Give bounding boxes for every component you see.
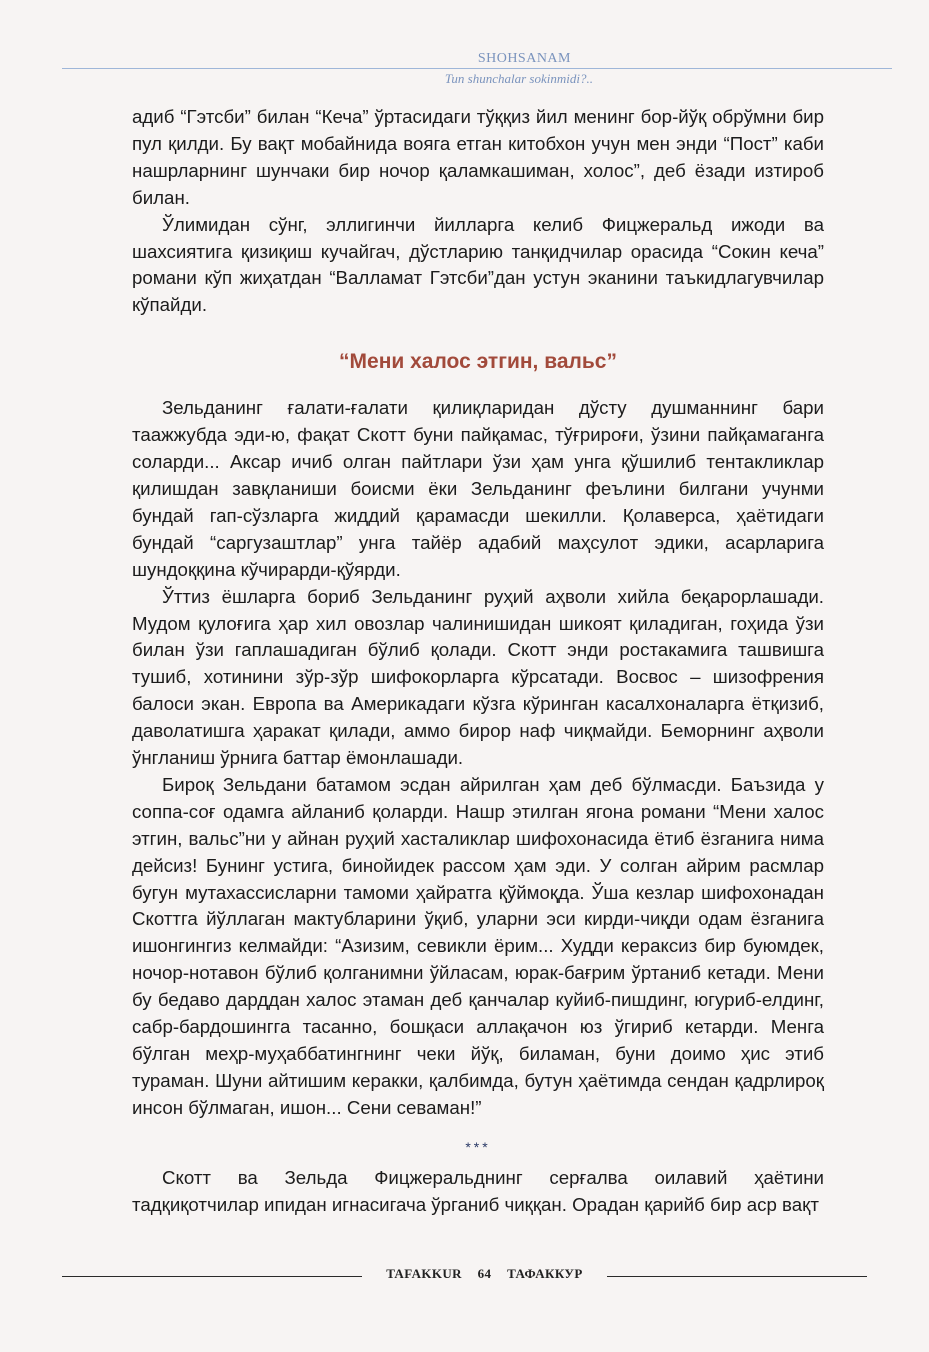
footer-journal-cyrillic: ТАФАККУР	[507, 1266, 583, 1281]
header-author: SHOHSANAM	[477, 51, 571, 66]
header-rule	[62, 68, 892, 69]
running-footer	[0, 1262, 929, 1292]
footer-journal-latin: TAFAKKUR	[386, 1266, 462, 1281]
footer-rule-right	[607, 1276, 867, 1277]
paragraph: Бироқ Зельдани батамом эсдан айрилган ҳам деб бўлмасди. Баъзида у соппа-соғ одамга айланиб қоларди. Нашр этилган ягона романи “Мени халос этгин, вальс”ни у айнан руҳий хасталиклар шифохонасида ётиб ёзганига нима дейсиз! Бунинг устига, бинойидек рассом ҳам эди. У солган айрим расмлар бугун мутахассисларни тамоми ҳайратга қўймоқда. Ўша кезлар шифохонадан Скоттга йўллаган мактубларини ўқиб, уларни эси кирди-чиқди одам ёзганига ишонгингиз келмайди: “Азизим, севикли ёрим... Худди кераксиз бир буюмдек, ночор-нотавон бўлиб қолганимни ўйласам, юрак-бағрим ўртаниб кетади. Мени бу бедаво дарддан халос этаман деб қанчалар куйиб-пишдинг, югуриб-елдинг, сабр-бардошингга тасанно, бошқаси аллақачон юз ўгириб кетарди. Менга бўлган меҳр-муҳаббатингнинг чеки йўқ, биламан, буни доимо ҳис этиб тураман. Шуни айтишим керакки, қалбимда, бутун ҳаётимда сендан қадрлироқ инсон бўлмаган, ишон... Сени севаман!”	[132, 773, 824, 1118]
section-separator: ***	[465, 1138, 491, 1155]
header-subtitle: Tun shunchalar sokinmidi?..	[444, 71, 593, 86]
paragraph: Ўттиз ёшларга бориб Зельданинг руҳий аҳволи хийла беқарорлашади. Мудом қулоғига ҳар хил овозлар чалинишидан шикоят қиладиган, гоҳида ўзи билан ўзи гаплашадиган бўлиб қолади. Скотт энди ростакамига ташвишга тушиб, хотинини зўр-зўр шифокорларга кўрсатади. Восвос – шизофрения балоси экан. Европа ва Америкадаги кўзга кўринган касалхоналарга ётқизиб, даволатишга ҳаракат қилади, аммо бирор наф чиқмайди. Беморнинг аҳволи ўнгланиш ўрнига баттар ёмонлашади.	[132, 585, 824, 769]
page-number: 64	[477, 1266, 492, 1281]
article-body	[132, 104, 824, 1219]
footer-rule-left	[62, 1276, 362, 1277]
paragraph: адиб “Гэтсби” билан “Кеча” ўртасидаги тўққиз йил менинг бор-йўқ обрўмни бир пул қилди. Бу вақт мобайнида вояга етган китобхон учун мен энди “Пост” каби нашрларнинг шунчаки бир ночор қаламкашиман, холос”, деб ёзади изтироб билан.	[132, 106, 824, 208]
footer-text	[368, 1266, 601, 1282]
paragraph: Зельданинг ғалати-ғалати қилиқларидан дўсту душманнинг бари таажжубда эди-ю, фақат Скотт буни пайқамас, тўғрироғи, ўзини пайқамаганга соларди... Аксар ичиб олган пайтлари ўзи ҳам унга қўшилиб тентакликлар қилишдан завқланиши боисми ёки Зельданинг феълини билгани учунми бундай гап-сўзларга жиддий қарамасди шекилли. Қолаверса, ҳаётидаги бундай “саргузаштлар” унга тайёр адабий маҳсулот эдики, асарларига шундоққина кўчирарди-қўярди.	[132, 397, 824, 580]
running-header	[0, 0, 929, 100]
paragraph: Скотт ва Зельда Фицжеральднинг серғалва оилавий ҳаётини тадқиқотчилар ипидан игнасигача ўрганиб чиққан. Орадан қарийб бир аср вақт	[132, 1166, 824, 1215]
paragraph: Ўлимидан сўнг, эллигинчи йилларга келиб Фицжеральд ижоди ва шахсиятига қизиқиш кучайгач, дўстларию танқидчилар орасида “Сокин кеча” романи кўп жиҳатдан “Валламат Гэтсби”дан устун эканини таъкидлагувчилар кўпайди.	[132, 213, 824, 316]
section-heading: “Мени халос этгин, вальс”	[339, 350, 617, 374]
